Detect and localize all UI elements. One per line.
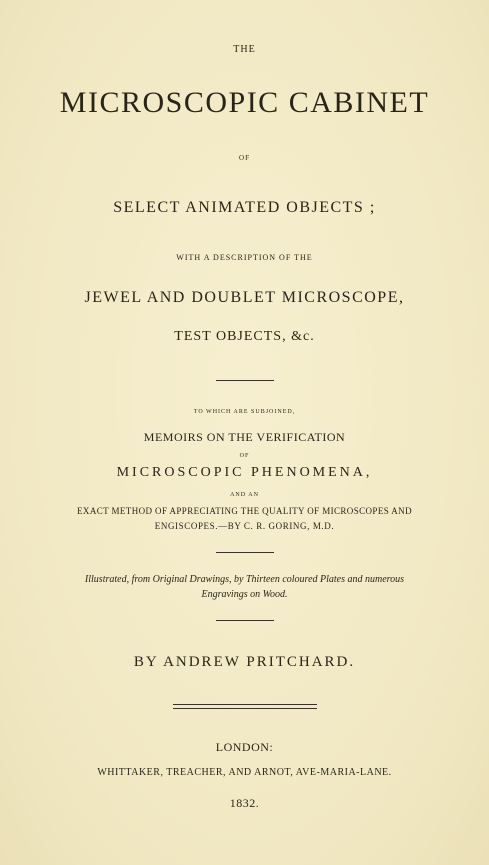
test-objects-line: TEST OBJECTS, &c.	[174, 329, 315, 344]
the-label: THE	[233, 44, 256, 55]
divider-2	[216, 552, 274, 553]
place-line: LONDON:	[215, 740, 274, 754]
method-line-2: ENGISCOPES.—BY C. R. GORING, M.D.	[154, 521, 335, 531]
subtitle: SELECT ANIMATED OBJECTS ;	[113, 199, 376, 216]
illustrated-line-2: Engravings on Wood.	[201, 589, 288, 600]
and-an-label: AND AN	[230, 492, 259, 498]
publisher-line: WHITTAKER, TREACHER, AND ARNOT, AVE-MARIA-LANE.	[97, 767, 392, 778]
divider-3	[216, 620, 274, 621]
of-label-1: OF	[239, 154, 250, 162]
main-title: MICROSCOPIC CABINET	[59, 86, 430, 119]
author-line: BY ANDREW PRITCHARD.	[133, 654, 356, 670]
of-label-2: OF	[239, 453, 250, 459]
subjoined-line: TO WHICH ARE SUBJOINED,	[193, 409, 296, 415]
description-line: WITH A DESCRIPTION OF THE	[176, 253, 313, 262]
phenomena-line: MICROSCOPIC PHENOMENA,	[116, 465, 373, 480]
jewel-line: JEWEL AND DOUBLET MICROSCOPE,	[84, 289, 405, 306]
double-rule-top	[173, 704, 317, 705]
method-line-1: EXACT METHOD OF APPRECIATING THE QUALITY OF MICROSCOPES AND	[77, 506, 412, 516]
illustrated-line-1: Illustrated, from Original Drawings, by Thirteen coloured Plates and numerous	[84, 574, 405, 585]
double-rule-bottom	[173, 708, 317, 709]
divider-1	[216, 380, 274, 381]
year-line: 1832.	[229, 796, 260, 810]
memoirs-line: MEMOIRS ON THE VERIFICATION	[143, 430, 346, 444]
